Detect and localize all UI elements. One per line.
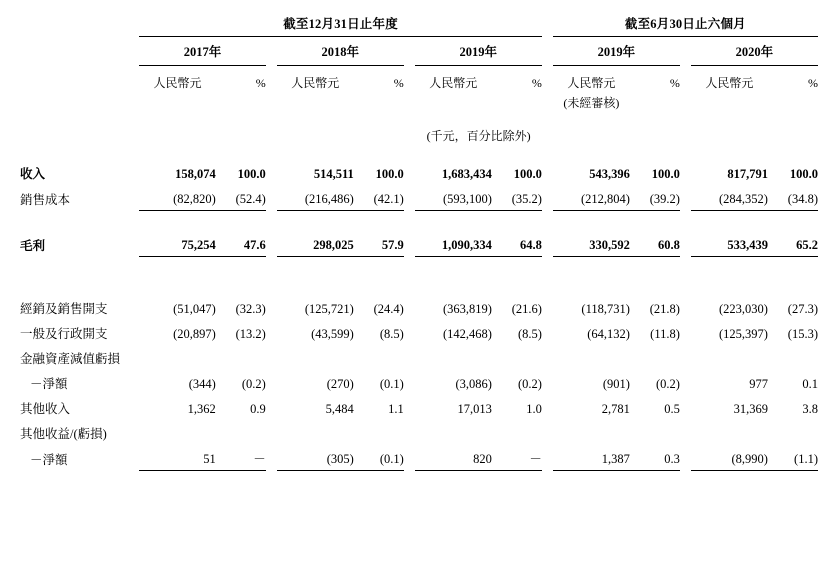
row-spacer <box>18 285 818 295</box>
table-row <box>18 445 818 471</box>
row-value: (39.2) <box>630 185 680 211</box>
subheader-pct-2018: % <box>393 76 404 90</box>
row-value: 817,791 <box>727 167 768 181</box>
row-value: 543,396 <box>589 167 630 181</box>
row-value: (223,030) <box>718 302 768 316</box>
row-value: (24.4) <box>373 302 404 316</box>
row-value: 65.2 <box>768 231 818 257</box>
row-value: (363,819) <box>442 302 492 316</box>
row-spacer <box>18 211 818 232</box>
year-header-2020-interim: 2020年 <box>735 45 774 59</box>
row-value: 100.0 <box>375 167 404 181</box>
row-value: 1.0 <box>526 402 542 416</box>
row-value: (125,721) <box>304 302 354 316</box>
row-value: (212,804) <box>553 185 630 211</box>
row-value: － <box>492 445 542 471</box>
table-row <box>18 370 818 395</box>
row-value: 100.0 <box>237 167 266 181</box>
row-value: 100.0 <box>789 167 818 181</box>
row-value: 158,074 <box>175 167 216 181</box>
row-value: 17,013 <box>457 402 492 416</box>
row-value: (27.3) <box>787 302 818 316</box>
row-value: 0.9 <box>250 402 266 416</box>
row-label-continuation: －淨額 <box>30 452 68 467</box>
unit-note-row <box>18 113 818 160</box>
row-value: 100.0 <box>651 167 680 181</box>
row-value: 60.8 <box>630 231 680 257</box>
row-value: (21.8) <box>649 302 680 316</box>
row-label: 毛利 <box>20 238 46 253</box>
table-row <box>18 185 818 211</box>
row-value: 298,025 <box>277 231 354 257</box>
row-value: (52.4) <box>216 185 266 211</box>
row-value: 31,369 <box>733 402 768 416</box>
row-value: 977 <box>749 377 768 391</box>
row-value: － <box>216 445 266 471</box>
row-value: 1.1 <box>388 402 404 416</box>
row-value: (125,397) <box>718 327 768 341</box>
row-value: 1,090,334 <box>415 231 492 257</box>
row-value: 820 <box>415 445 492 471</box>
row-value: (21.6) <box>511 302 542 316</box>
row-value: (0.2) <box>655 377 680 391</box>
row-value: (1.1) <box>768 445 818 471</box>
subheader-currency-2019-interim: 人民幣元 <box>567 76 616 90</box>
subheader-pct-2017: % <box>255 76 266 90</box>
row-value: (20,897) <box>173 327 216 341</box>
row-value: (51,047) <box>173 302 216 316</box>
table-row <box>18 320 818 345</box>
row-value: 1,387 <box>553 445 630 471</box>
subheader-currency-2019: 人民幣元 <box>429 76 478 90</box>
row-value: 64.8 <box>492 231 542 257</box>
table-row <box>18 295 818 320</box>
subheader-pct-2019-interim: % <box>669 76 680 90</box>
row-value: (43,599) <box>311 327 354 341</box>
row-value: 2,781 <box>601 402 630 416</box>
table-row <box>18 395 818 420</box>
row-value: (32.3) <box>235 302 266 316</box>
subheader-pct-2019: % <box>531 76 542 90</box>
row-value: (0.2) <box>517 377 542 391</box>
row-label: 一般及行政開支 <box>20 327 108 341</box>
subheader-currency-2020-interim: 人民幣元 <box>705 76 754 90</box>
row-label: 其他收入 <box>20 402 71 416</box>
row-value: 100.0 <box>513 167 542 181</box>
row-value: 1,683,434 <box>441 167 492 181</box>
subheader-row <box>18 66 818 94</box>
unaudited-note: (未經審核) <box>563 96 620 110</box>
row-value: 514,511 <box>313 167 354 181</box>
row-value: (0.2) <box>241 377 266 391</box>
row-value: 0.3 <box>630 445 680 471</box>
row-value: (8,990) <box>691 445 768 471</box>
year-header-2019: 2019年 <box>459 45 498 59</box>
table-row <box>18 231 818 257</box>
row-value: 5,484 <box>325 402 354 416</box>
row-value: 51 <box>139 445 216 471</box>
period-header-row <box>18 14 818 35</box>
row-value: (270) <box>326 377 354 391</box>
unit-note: (千元，百分比除外) <box>426 129 531 143</box>
subheader-currency-2018: 人民幣元 <box>291 76 340 90</box>
row-value: (142,468) <box>442 327 492 341</box>
row-value: (901) <box>602 377 630 391</box>
subheader-currency-2017: 人民幣元 <box>153 76 202 90</box>
year-header-2019-interim: 2019年 <box>597 45 636 59</box>
row-value: 0.5 <box>664 402 680 416</box>
row-value: (15.3) <box>787 327 818 341</box>
row-value: (0.1) <box>354 445 404 471</box>
subheader-pct-2020-interim: % <box>808 76 818 90</box>
row-value: (344) <box>188 377 216 391</box>
period-header-annual: 截至12月31日止年度 <box>283 17 398 31</box>
row-spacer <box>18 257 818 286</box>
row-label: 經銷及銷售開支 <box>20 302 108 316</box>
row-value: 3.8 <box>802 402 818 416</box>
row-value: 47.6 <box>216 231 266 257</box>
row-value: (11.8) <box>650 327 680 341</box>
row-value: (0.1) <box>379 377 404 391</box>
row-value: (284,352) <box>691 185 768 211</box>
row-value: (34.8) <box>768 185 818 211</box>
row-value: (42.1) <box>354 185 404 211</box>
year-header-2018: 2018年 <box>321 45 359 59</box>
period-header-interim: 截至6月30日止六個月 <box>624 17 746 31</box>
table-row <box>18 420 818 445</box>
row-value: (216,486) <box>277 185 354 211</box>
row-label: 其他收益/(虧損) <box>20 427 107 441</box>
table-row <box>18 160 818 185</box>
row-value: (82,820) <box>139 185 216 211</box>
row-label: 收入 <box>20 167 46 181</box>
financial-statement-page <box>0 14 818 588</box>
row-value: (64,132) <box>587 327 630 341</box>
row-value: (305) <box>277 445 354 471</box>
row-value: (8.5) <box>517 327 542 341</box>
row-label-continuation: －淨額 <box>30 377 68 391</box>
row-value: 533,439 <box>691 231 768 257</box>
row-value: 0.1 <box>802 377 818 391</box>
row-value: (118,731) <box>581 302 630 316</box>
row-value: (593,100) <box>415 185 492 211</box>
row-value: 1,362 <box>187 402 216 416</box>
row-label: 金融資產減值虧損 <box>20 352 121 366</box>
year-header-row <box>18 37 818 65</box>
financial-table <box>18 14 818 471</box>
row-value: (8.5) <box>379 327 404 341</box>
row-value: 75,254 <box>139 231 216 257</box>
subheader-note-row <box>18 93 818 113</box>
row-label: 銷售成本 <box>20 192 71 207</box>
row-value: (3,086) <box>455 377 492 391</box>
table-row <box>18 345 818 370</box>
row-value: 57.9 <box>354 231 404 257</box>
row-value: (35.2) <box>492 185 542 211</box>
row-value: 330,592 <box>553 231 630 257</box>
row-value: (13.2) <box>235 327 266 341</box>
year-header-2017: 2017年 <box>183 45 222 59</box>
